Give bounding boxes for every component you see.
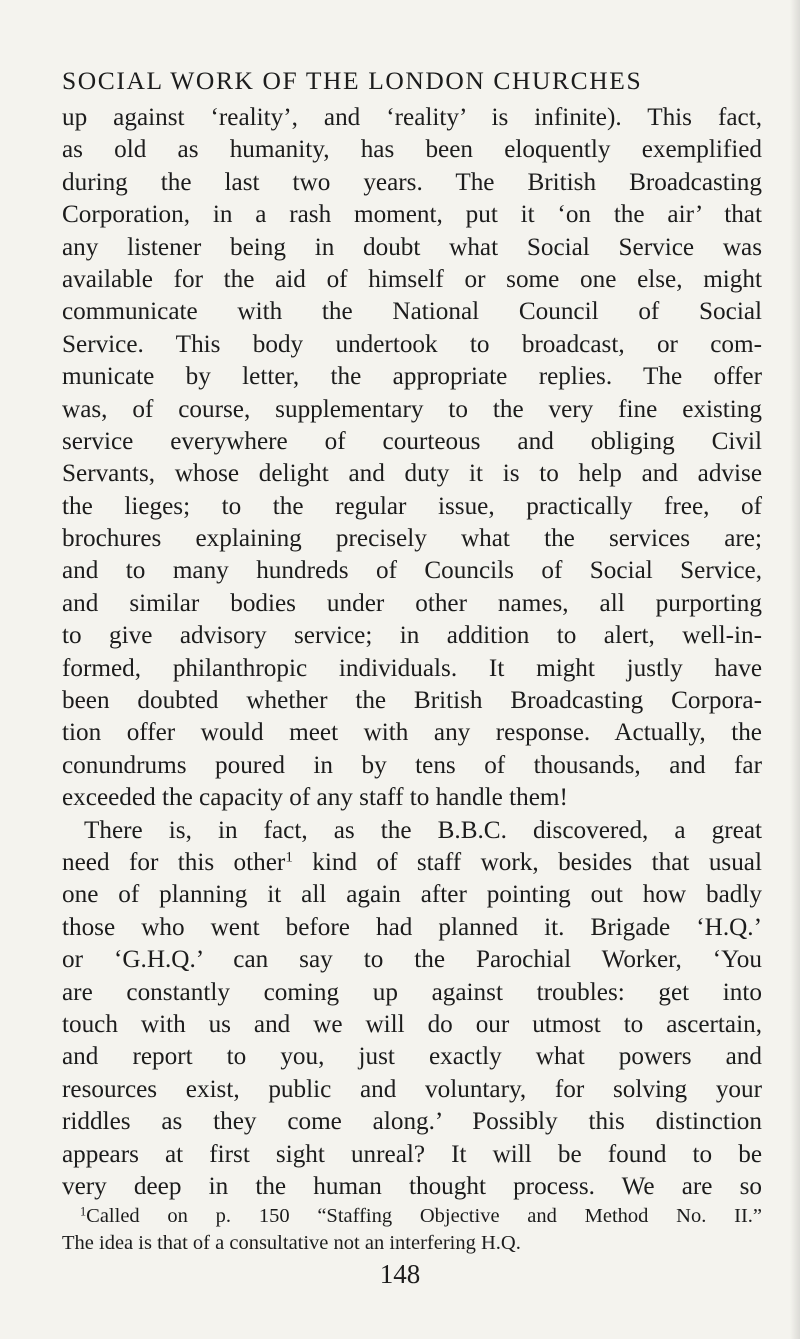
text-line: as old as humanity, has been eloquently exemplified [62, 136, 762, 164]
text-line: or ‘G.H.Q.’ can say to the Parochial Worker, ‘You [62, 946, 762, 974]
text-line: those who went before had planned it. Brigade ‘H.Q.’ [62, 913, 762, 941]
text-line: appears at first sight unreal? It will be found to be [62, 1140, 762, 1168]
text-line: been doubted whether the British Broadcasting Corpora- [62, 687, 762, 715]
text-line: available for the aid of himself or some one else, might [62, 265, 762, 293]
text-line: Servants, whose delight and duty it is to help and advise [62, 460, 762, 488]
text-line: formed, philanthropic individuals. It might justly have [62, 654, 762, 682]
text-line: any listener being in doubt what Social Service was [62, 233, 762, 261]
text-line: one of planning it all again after pointing out how badly [62, 881, 762, 909]
text-fragment: need for this other [62, 848, 286, 876]
text-line: are constantly coming up against troubles: get into [62, 978, 762, 1006]
text-line: Corporation, in a rash moment, put it ‘on the air’ that [62, 201, 762, 229]
text-line: exceeded the capacity of any staff to handle them! [62, 784, 568, 812]
text-line: brochures explaining precisely what the services are; [62, 525, 762, 553]
text-line: very deep in the human thought process. We are so [62, 1172, 762, 1200]
text-fragment: kind of staff work, besides that usual [292, 848, 762, 876]
text-line: Service. This body undertook to broadcast, or com- [62, 330, 762, 358]
text-line-with-footnote-ref [62, 847, 762, 879]
text-line: the lieges; to the regular issue, practically free, of [62, 492, 762, 520]
text-line: and similar bodies under other names, all purporting [62, 589, 762, 617]
footnote-mark: 1 [80, 1204, 87, 1219]
text-line: tion offer would meet with any response. Actually, the [62, 719, 762, 747]
text-line: There is, in fact, as the B.B.C. discovered, a great [84, 816, 762, 844]
footnote-reference: 1 [285, 849, 293, 866]
footnote-text: Called on p. 150 “Staffing Objective and Method No. II.” [86, 1205, 762, 1227]
text-line: municate by letter, the appropriate replies. The offer [62, 363, 762, 391]
text-line: to give advisory service; in addition to alert, well-in- [62, 622, 762, 650]
text-line: service everywhere of courteous and obliging Civil [62, 427, 762, 455]
text-line: was, of course, supplementary to the very fine existing [62, 395, 762, 423]
text-line: conundrums poured in by tens of thousands, and far [62, 751, 762, 779]
page-number: 148 [379, 1259, 421, 1289]
footnote-line: The idea is that of a consultative not an interfering H.Q. [62, 1232, 521, 1254]
text-line: touch with us and we will do our utmost to ascertain, [62, 1010, 762, 1038]
body-text [62, 102, 762, 1203]
text-line: during the last two years. The British Broadcasting [62, 168, 762, 196]
footnote-line [62, 1203, 762, 1230]
running-head: SOCIAL WORK OF THE LONDON CHURCHES [62, 66, 643, 95]
text-line: riddles as they come along.’ Possibly this distinction [62, 1108, 762, 1136]
text-line: and to many hundreds of Councils of Social Service, [62, 557, 762, 585]
page-edge-shadow [790, 0, 800, 1339]
text-line: and report to you, just exactly what powers and [62, 1043, 762, 1071]
text-line: resources exist, public and voluntary, for solving your [62, 1075, 762, 1103]
text-line: communicate with the National Council of Social [62, 298, 762, 326]
footnote [62, 1203, 762, 1257]
text-line: up against ‘reality’, and ‘reality’ is infinite). This fact, [62, 104, 762, 131]
